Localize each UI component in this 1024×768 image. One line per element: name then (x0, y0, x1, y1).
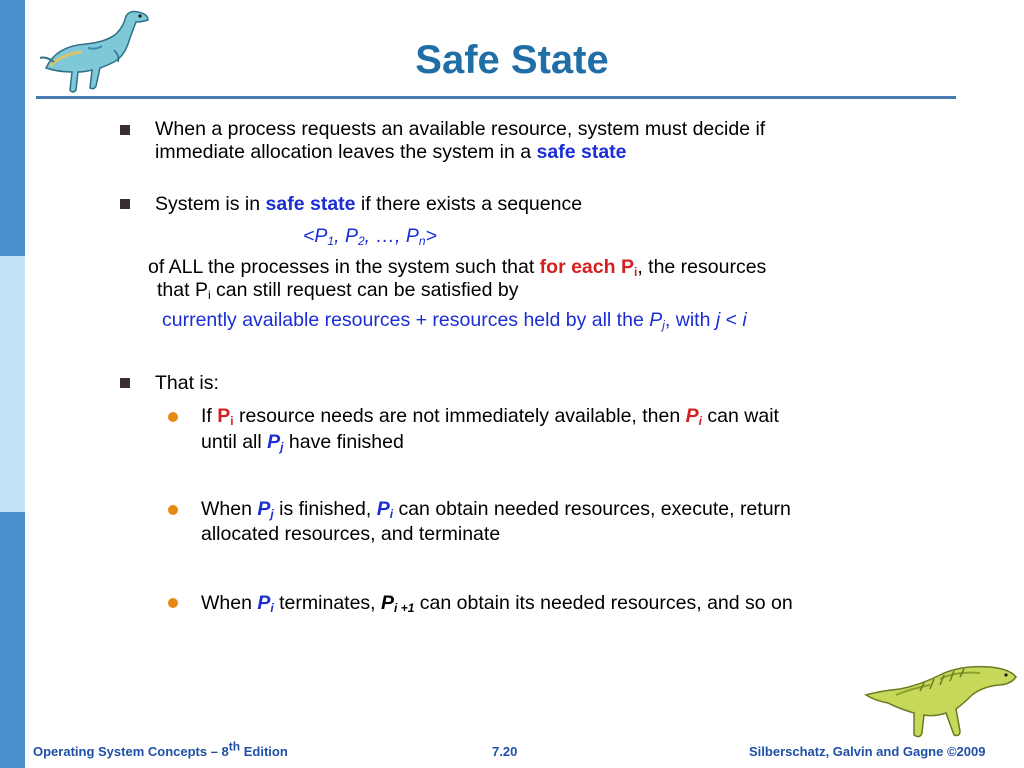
footer-slide-number: 7.20 (492, 744, 518, 759)
sub1-p2-sub: i (698, 414, 702, 428)
sub2-end: can obtain needed resources, execute, return (393, 498, 791, 520)
sub1-line2 (201, 431, 404, 454)
footer-left-sup: th (228, 739, 241, 754)
seq-open: < (303, 225, 315, 247)
seq-p2: P (344, 225, 358, 247)
sub1-end: can wait (702, 405, 779, 427)
sub3-p2: P (381, 592, 395, 614)
sub2-when: When (201, 498, 258, 520)
bullet1-line1: When a process requests an available resource, system must decide if (155, 118, 766, 140)
bullet2-cont-line1 (148, 256, 766, 279)
bullet2-line1 (155, 193, 582, 216)
seq-close: > (425, 225, 437, 247)
footer-left-text: Operating System Concepts – 8 (33, 744, 229, 759)
seq-sub2: 2 (357, 234, 365, 248)
cont2-suffix: can still request can be satisfied by (210, 279, 519, 301)
sub1-line2-prefix: until all (201, 431, 268, 453)
bullet2-prefix: System is in (155, 193, 266, 215)
seq-sub1: 1 (327, 234, 335, 248)
cont3-with: , with (664, 309, 716, 331)
sub3-p-sub: i (270, 601, 274, 615)
sub1-p-sub: i (230, 414, 234, 428)
sub1-line2-suffix: have finished (283, 431, 404, 453)
footer-left-suffix: Edition (240, 744, 288, 759)
sub1-p: P (217, 405, 231, 427)
square-bullet-icon (120, 125, 130, 135)
slide-title: Safe State (415, 38, 609, 82)
bullet2-cont-line3 (162, 309, 747, 332)
sub1-middle: resource needs are not immediately available, then (233, 405, 686, 427)
sub3-when: When (201, 592, 258, 614)
round-bullet-icon (168, 598, 178, 608)
sub3-p: P (257, 592, 271, 614)
sub3-end: can obtain its needed resources, and so on (414, 592, 793, 614)
sub1-line1 (201, 405, 779, 428)
cont1-prefix: of ALL the processes in the system such that (148, 256, 540, 278)
seq-sep2: , …, (364, 225, 406, 247)
safe-state-highlight: safe state (536, 141, 627, 163)
bullet1-line2 (155, 141, 627, 164)
for-each-sub: i (633, 265, 638, 279)
sub2-p-sub: j (270, 507, 274, 521)
sub1-p3-sub: j (280, 440, 284, 454)
bullet1-line2-text: immediate allocation leaves the system in a (155, 141, 537, 163)
bullet3-label: That is: (155, 372, 219, 394)
bullet2-cont-line2 (157, 279, 518, 302)
safe-state-highlight: safe state (265, 193, 356, 215)
sub2-p: P (257, 498, 271, 520)
seq-subn: n (418, 234, 426, 248)
cont2-prefix: that P (157, 279, 208, 301)
cont1-suffix: , the resources (637, 256, 767, 278)
sub2-mid: is finished, (273, 498, 377, 520)
cont3-j: j (715, 309, 721, 331)
dinosaur-bottom-logo (860, 655, 1020, 745)
for-each-highlight: for each P (539, 256, 634, 278)
bullet2-suffix: if there exists a sequence (355, 193, 583, 215)
round-bullet-icon (168, 412, 178, 422)
sub1-p2: P (685, 405, 699, 427)
cont3-pj-sub: j (662, 318, 665, 332)
sub2-p2-sub: i (389, 507, 394, 521)
sub2-line2: allocated resources, and terminate (201, 523, 501, 545)
sub1-p3: P (267, 431, 281, 453)
cont3-i: i (742, 309, 747, 331)
cont3-lt: < (720, 309, 743, 331)
sub2-line1 (201, 498, 791, 521)
seq-p1: P (314, 225, 328, 247)
process-sequence (303, 225, 437, 248)
seq-sep1: , (334, 225, 345, 247)
seq-pn: P (405, 225, 419, 247)
cont2-sub: i (207, 288, 211, 302)
sub3-p2-sub: i +1 (394, 601, 415, 615)
sub3-mid: terminates, (273, 592, 382, 614)
sub1-if: If (201, 405, 218, 427)
sub3-line1 (201, 592, 793, 615)
round-bullet-icon (168, 505, 178, 515)
sub2-p2: P (376, 498, 390, 520)
cont3-prefix: currently available resources + resources held by all the (162, 309, 650, 331)
square-bullet-icon (120, 199, 130, 209)
footer-copyright: Silberschatz, Galvin and Gagne ©2009 (749, 744, 986, 759)
footer-book-title (33, 739, 288, 759)
square-bullet-icon (120, 378, 130, 388)
cont3-pj: P (649, 309, 663, 331)
